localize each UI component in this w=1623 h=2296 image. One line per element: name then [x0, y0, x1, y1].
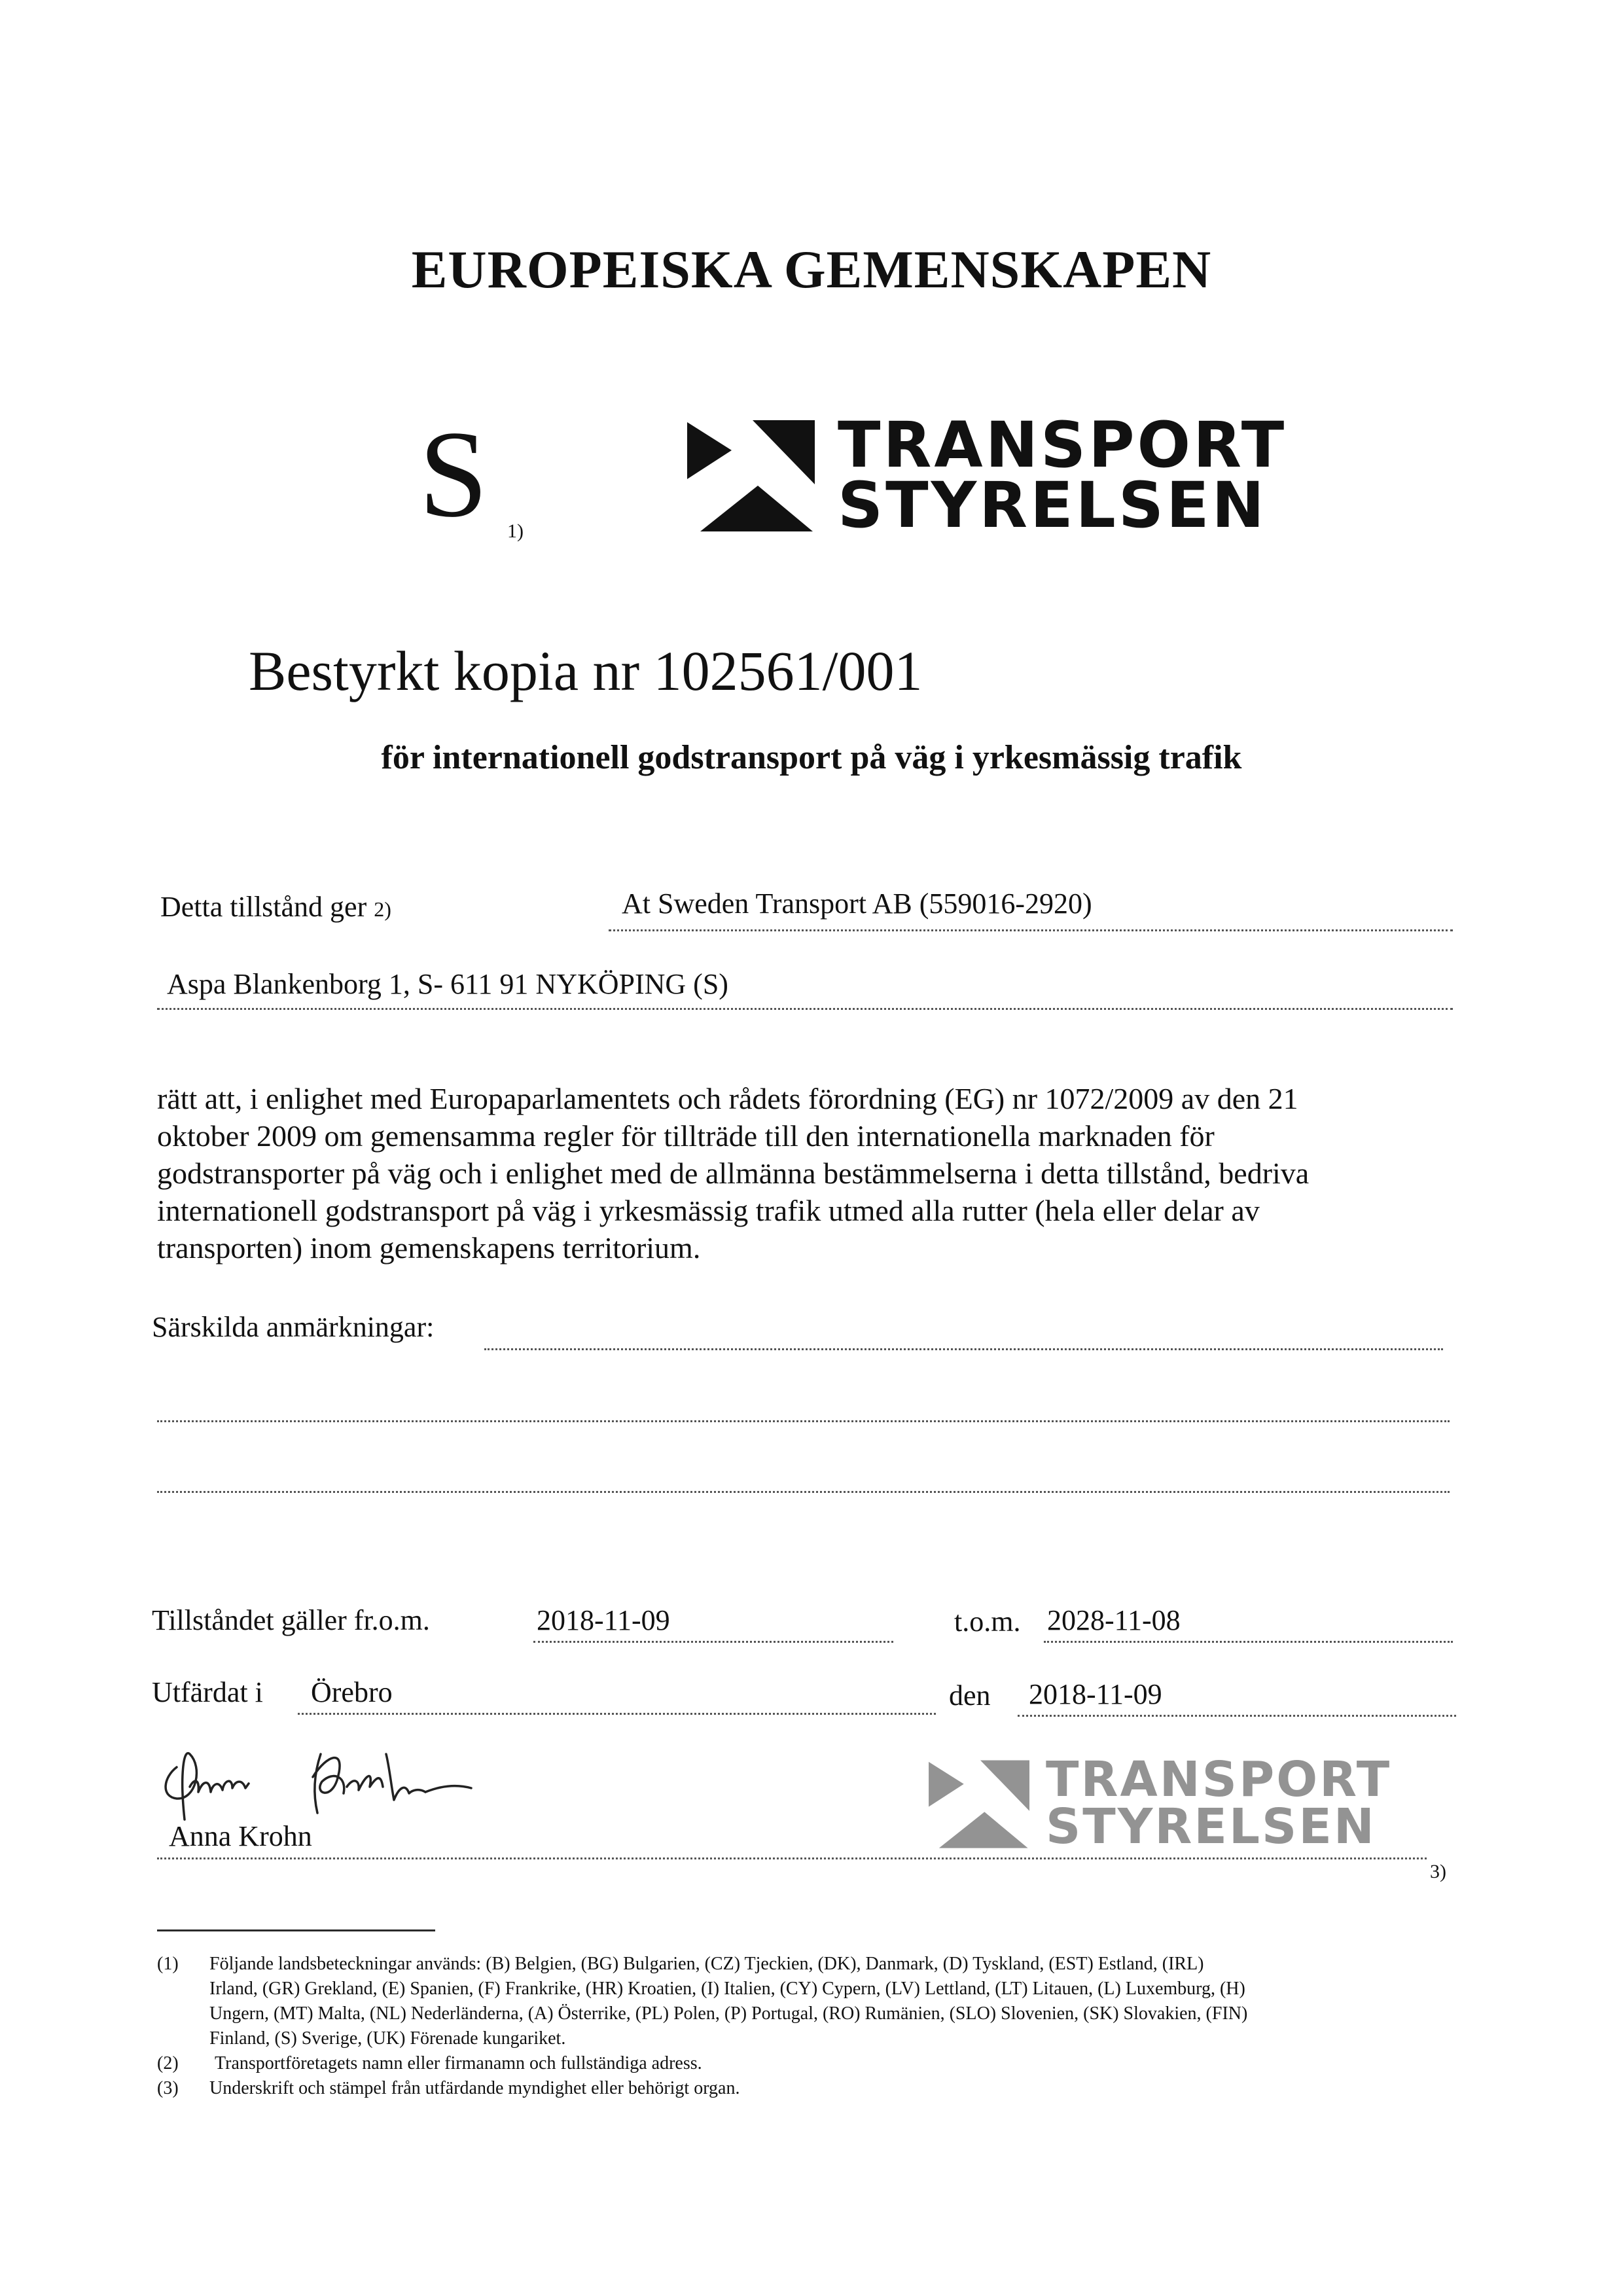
footnote-number: (3)	[157, 2078, 179, 2098]
holder-label-note: 2)	[374, 897, 391, 921]
issued-date-line	[1018, 1715, 1456, 1717]
stamp-line-2: STYRELSEN	[1046, 1799, 1376, 1855]
footnote-line: Underskrift och stämpel från utfärdande myndighet eller behörigt organ.	[209, 2078, 740, 2098]
stamp-line-1: TRANSPORT	[1046, 1751, 1392, 1808]
permit-text-line: internationell godstransport på väg i yrkesmässig trafik utmed alla rutter (hela eller delar av	[157, 1194, 1260, 1227]
permit-text-line: oktober 2009 om gemensamma regler för tillträde till den internationella marknaden för	[157, 1119, 1215, 1153]
issued-date-value: 2018-11-09	[1029, 1678, 1162, 1710]
logo-line-1: TRANSPORT	[838, 408, 1287, 482]
country-code-note: 1)	[507, 520, 524, 542]
permit-text-line: godstransporter på väg och i enlighet med de allmänna bestämmelserna i detta tillstånd, bedriva	[157, 1157, 1310, 1190]
holder-address: Aspa Blankenborg 1, S- 611 91 NYKÖPING (S)	[167, 968, 728, 1000]
valid-to-label: t.o.m.	[954, 1605, 1021, 1638]
footnote-separator	[157, 1929, 435, 1931]
footnote-line: Följande landsbeteckningar används: (B) Belgien, (BG) Bulgarien, (CZ) Tjeckien, (DK), Danmark, (D) Tyskland, (EST) Estland, (IRL)	[209, 1954, 1204, 1974]
certified-copy-label: Bestyrkt kopia nr 102561/001	[249, 639, 923, 702]
valid-from-value: 2018-11-09	[537, 1604, 670, 1636]
footnotes	[157, 1952, 1492, 2101]
footnote-line: Finland, (S) Sverige, (UK) Förenade kungariket.	[209, 2028, 566, 2049]
transportstyrelsen-logo-icon	[687, 412, 818, 537]
remarks-label: Särskilda anmärkningar:	[152, 1311, 435, 1343]
signature-note: 3)	[1430, 1861, 1446, 1882]
holder-name-line	[609, 929, 1453, 931]
permit-text-line: rätt att, i enlighet med Europaparlamentets och rådets förordning (EG) nr 1072/2009 av den 21	[157, 1082, 1298, 1115]
permit-text-line: transporten) inom gemenskapens territorium.	[157, 1231, 701, 1265]
holder-label-text: Detta tillstånd ger	[160, 891, 367, 923]
stamp-logo-icon	[928, 1754, 1033, 1852]
footnote-2	[157, 2051, 1492, 2076]
signature-line	[157, 1857, 1427, 1859]
document-title: EUROPEISKA GEMENSKAPEN	[411, 240, 1212, 299]
holder-name: At Sweden Transport AB (559016-2920)	[622, 888, 1092, 920]
remarks-line-2	[157, 1420, 1450, 1422]
valid-from-label: Tillståndet gäller fr.o.m.	[152, 1604, 430, 1636]
footnote-3	[157, 2076, 1492, 2101]
footnote-line: Irland, (GR) Grekland, (E) Spanien, (F) Frankrike, (HR) Kroatien, (I) Italien, (CY) Cypern, (LV) Lettland, (LT) Litauen, (L) Luxemburg, (H)	[209, 1979, 1245, 1999]
signatory-name: Anna Krohn	[169, 1820, 312, 1852]
valid-from-line	[533, 1641, 893, 1643]
holder-address-line	[157, 1008, 1453, 1010]
footnote-line: Ungern, (MT) Malta, (NL) Nederländerna, (A) Österrike, (PL) Polen, (P) Portugal, (RO) Rumänien, (SLO) Slovenien, (SK) Slovakien, (FIN)	[209, 2003, 1248, 2024]
signature	[151, 1715, 517, 1833]
issued-place-label: Utfärdat i	[152, 1676, 263, 1708]
logo-line-2: STYRELSEN	[838, 469, 1267, 542]
footnote-number: (2)	[157, 2053, 179, 2073]
issued-place-value: Örebro	[311, 1676, 393, 1708]
issued-date-label: den	[949, 1679, 991, 1712]
holder-label	[160, 890, 391, 924]
footnote-number: (1)	[157, 1954, 179, 1974]
valid-to-line	[1044, 1641, 1453, 1643]
footnote-line: Transportföretagets namn eller firmanamn och fullständiga adress.	[215, 2053, 702, 2073]
remarks-line-1	[484, 1348, 1443, 1350]
footnote-1	[157, 1952, 1492, 2051]
country-code: S	[419, 406, 488, 543]
valid-to-value: 2028-11-08	[1047, 1604, 1181, 1636]
permit-text	[157, 1080, 1466, 1266]
document-subtitle: för internationell godstransport på väg i yrkesmässig trafik	[381, 739, 1242, 776]
remarks-line-3	[157, 1491, 1450, 1493]
stamp-logo	[928, 1751, 1392, 1855]
transportstyrelsen-logo	[687, 408, 1287, 542]
